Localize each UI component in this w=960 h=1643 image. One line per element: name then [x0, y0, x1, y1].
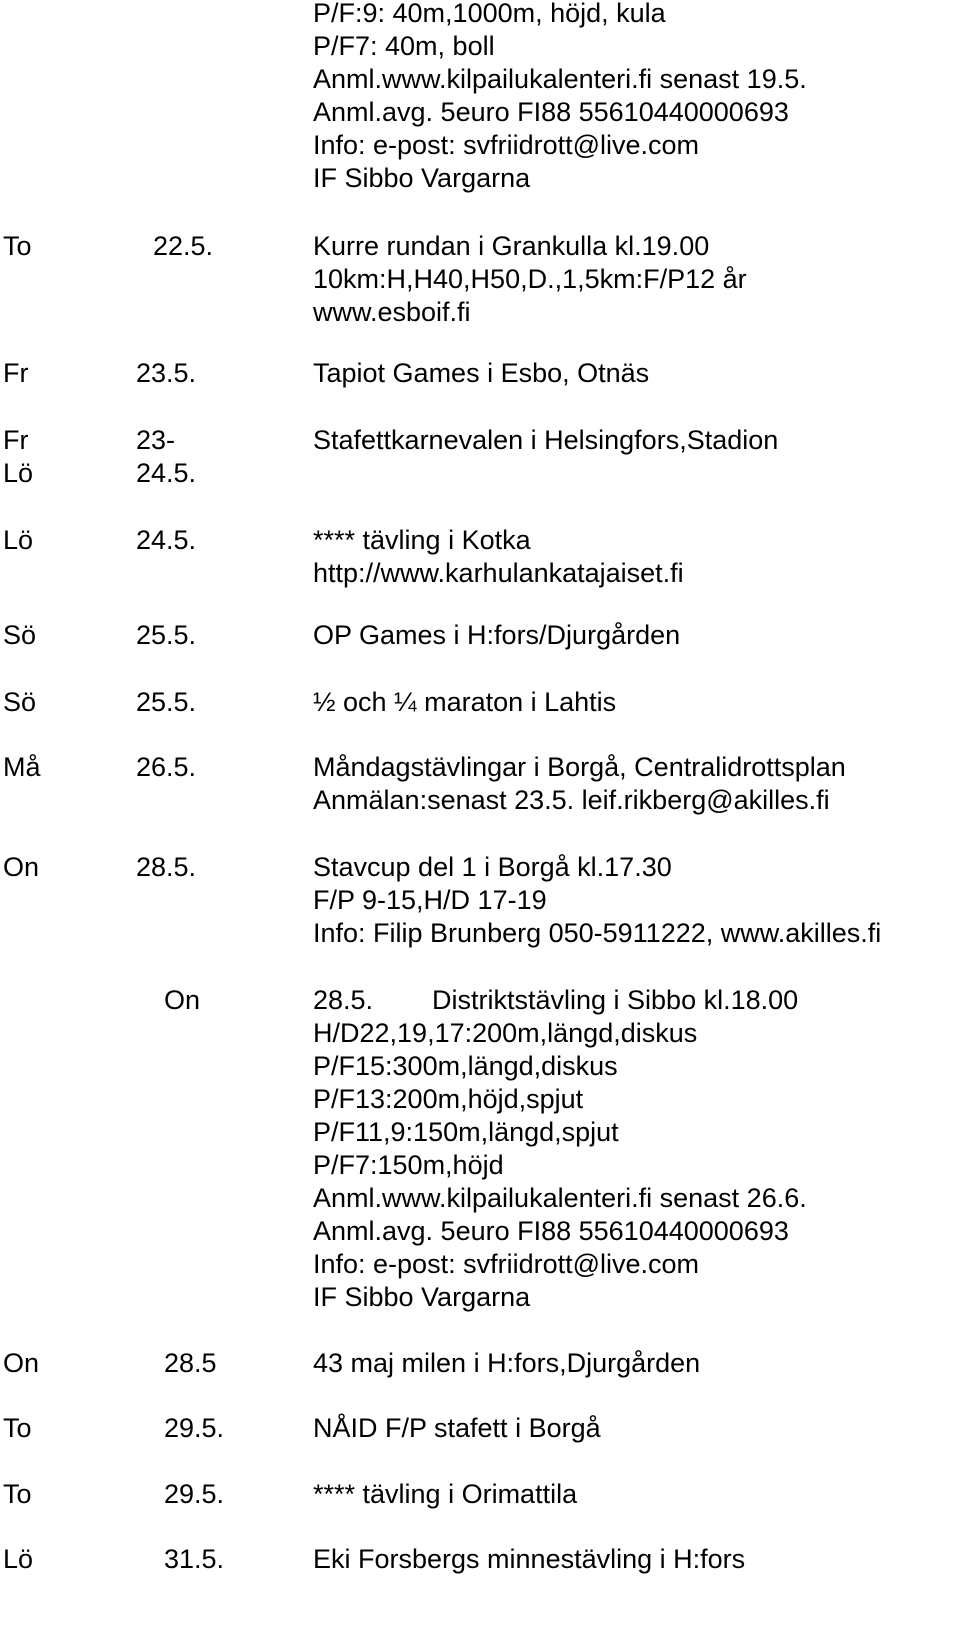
event-day: Fr — [3, 358, 29, 388]
event-line: **** tävling i Kotka — [313, 525, 531, 555]
event-date: 24.5. — [136, 525, 197, 555]
event-line: F/P 9-15,H/D 17-19 — [313, 885, 547, 915]
event-line: P/F11,9:150m,längd,spjut — [313, 1117, 619, 1147]
event-line: Anml.avg. 5euro FI88 55610440000693 — [313, 1216, 789, 1246]
event-day: Lö — [3, 525, 34, 555]
event-day: On — [164, 985, 201, 1015]
top-line: P/F:9: 40m,1000m, höjd, kula — [313, 0, 666, 28]
event-date: 31.5. — [164, 1544, 225, 1574]
event-day: To — [3, 231, 32, 261]
event-line: P/F15:300m,längd,diskus — [313, 1051, 618, 1081]
event-line: OP Games i H:fors/Djurgården — [313, 620, 681, 650]
event-line: Måndagstävlingar i Borgå, Centralidrottsplan — [313, 752, 846, 782]
event-line: Stafettkarnevalen i Helsingfors,Stadion — [313, 425, 779, 455]
event-date: 26.5. — [136, 752, 197, 782]
event-line: Kurre rundan i Grankulla kl.19.00 — [313, 231, 710, 261]
event-line: Eki Forsbergs minnestävling i H:fors — [313, 1544, 746, 1574]
event-line: 10km:H,H40,H50,D.,1,5km:F/P12 år — [313, 264, 747, 294]
event-date: 25.5. — [136, 687, 197, 717]
event-line: www.esboif.fi — [313, 297, 471, 327]
event-line: Stavcup del 1 i Borgå kl.17.30 — [313, 852, 672, 882]
event-date: 23- — [136, 425, 176, 455]
event-day: On — [3, 852, 40, 882]
event-line: Info: e-post: svfriidrott@live.com — [313, 1249, 700, 1279]
event-title: Distriktstävling i Sibbo kl.18.00 — [432, 985, 799, 1015]
top-line: Info: e-post: svfriidrott@live.com — [313, 130, 700, 160]
event-line: http://www.karhulankatajaiset.fi — [313, 558, 684, 588]
top-line: P/F7: 40m, boll — [313, 31, 495, 61]
event-date: 22.5. — [153, 231, 214, 261]
event-date: 28.5. — [313, 985, 374, 1015]
top-line: IF Sibbo Vargarna — [313, 163, 531, 193]
event-line: H/D22,19,17:200m,längd,diskus — [313, 1018, 698, 1048]
event-day: Lö — [3, 458, 34, 488]
event-day: Sö — [3, 687, 37, 717]
event-day: To — [3, 1479, 32, 1509]
event-line: Tapiot Games i Esbo, Otnäs — [313, 358, 650, 388]
event-date: 29.5. — [164, 1479, 225, 1509]
event-line: Anml.www.kilpailukalenteri.fi senast 26.6. — [313, 1183, 807, 1213]
event-date: 24.5. — [136, 458, 197, 488]
event-date: 25.5. — [136, 620, 197, 650]
event-date: 28.5 — [164, 1348, 217, 1378]
event-line: Info: Filip Brunberg 050-5911222, www.akilles.fi — [313, 918, 882, 948]
event-line: ½ och ¼ maraton i Lahtis — [313, 687, 617, 717]
event-day: Fr — [3, 425, 29, 455]
event-line: P/F7:150m,höjd — [313, 1150, 504, 1180]
event-line: IF Sibbo Vargarna — [313, 1282, 531, 1312]
top-line: Anml.avg. 5euro FI88 55610440000693 — [313, 97, 789, 127]
event-line: NÅID F/P stafett i Borgå — [313, 1413, 601, 1443]
event-date: 29.5. — [164, 1413, 225, 1443]
event-line: P/F13:200m,höjd,spjut — [313, 1084, 584, 1114]
event-date: 23.5. — [136, 358, 197, 388]
event-line: 43 maj milen i H:fors,Djurgården — [313, 1348, 701, 1378]
event-day: Sö — [3, 620, 37, 650]
event-line: Anmälan:senast 23.5. leif.rikberg@akilles.fi — [313, 785, 830, 815]
event-day: Lö — [3, 1544, 34, 1574]
top-line: Anml.www.kilpailukalenteri.fi senast 19.5. — [313, 64, 807, 94]
event-line: **** tävling i Orimattila — [313, 1479, 578, 1509]
event-day: To — [3, 1413, 32, 1443]
event-day: Må — [3, 752, 41, 782]
event-date: 28.5. — [136, 852, 197, 882]
event-day: On — [3, 1348, 40, 1378]
